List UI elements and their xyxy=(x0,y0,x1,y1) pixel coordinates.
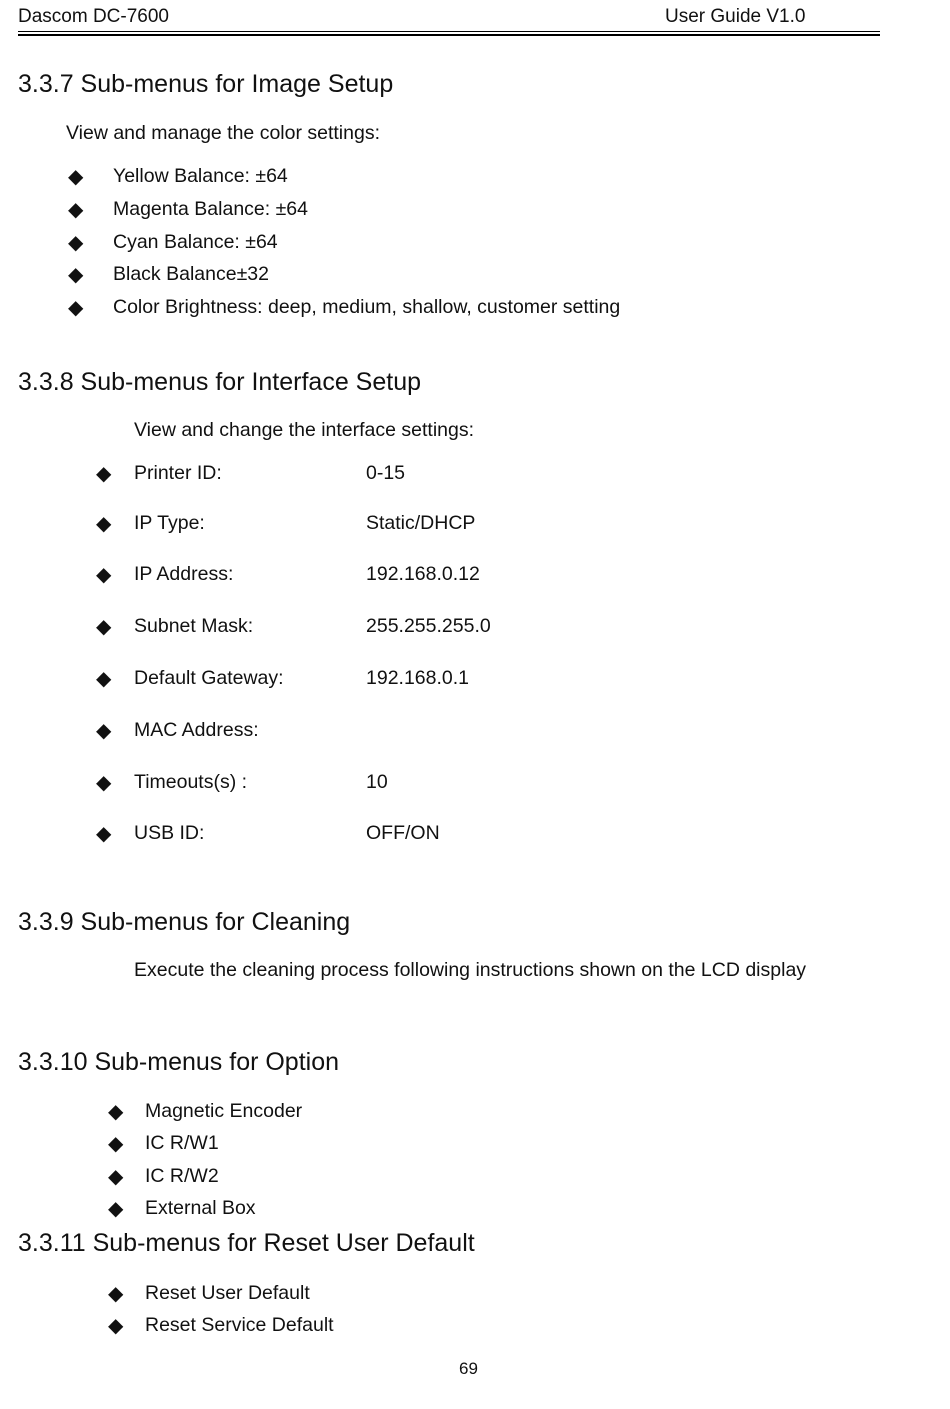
interface-row-label: USB ID: xyxy=(134,822,205,844)
bullet-icon: ◆ xyxy=(96,823,112,845)
reset-item: Reset User Default xyxy=(145,1282,310,1304)
image-setup-item: Black Balance±32 xyxy=(113,263,269,285)
bullet-icon: ◆ xyxy=(96,616,112,638)
interface-row-value: 0-15 xyxy=(366,462,406,484)
interface-setup-intro: View and change the interface settings: xyxy=(134,419,475,441)
bullet-icon: ◆ xyxy=(68,232,84,254)
header-rule-thin xyxy=(18,31,880,32)
interface-row-label: Default Gateway: xyxy=(134,667,284,689)
interface-row-label: IP Address: xyxy=(134,563,234,585)
bullet-icon: ◆ xyxy=(108,1101,124,1123)
option-item: IC R/W2 xyxy=(145,1165,219,1187)
option-item: External Box xyxy=(145,1197,256,1219)
interface-row-value: 10 xyxy=(366,771,388,793)
bullet-icon: ◆ xyxy=(108,1166,124,1188)
bullet-icon: ◆ xyxy=(68,297,84,319)
bullet-icon: ◆ xyxy=(108,1133,124,1155)
bullet-icon: ◆ xyxy=(96,720,112,742)
bullet-icon: ◆ xyxy=(96,564,112,586)
bullet-icon: ◆ xyxy=(68,166,84,188)
bullet-icon: ◆ xyxy=(96,668,112,690)
interface-row-value: 255.255.255.0 xyxy=(366,615,491,637)
image-setup-item: Cyan Balance: ±64 xyxy=(113,231,278,253)
image-setup-item: Magenta Balance: ±64 xyxy=(113,198,308,220)
interface-row-label: Printer ID: xyxy=(134,462,222,484)
interface-row-label: Subnet Mask: xyxy=(134,615,254,637)
bullet-icon: ◆ xyxy=(96,513,112,535)
interface-row-value: 192.168.0.1 xyxy=(366,667,470,689)
interface-row-value: OFF/ON xyxy=(366,822,440,844)
image-setup-item: Color Brightness: deep, medium, shallow, customer setting xyxy=(113,296,621,318)
option-item: IC R/W1 xyxy=(145,1132,219,1154)
header-left: Dascom DC-7600 xyxy=(18,6,169,27)
interface-row-value: Static/DHCP xyxy=(366,512,476,534)
header-right: User Guide V1.0 xyxy=(665,6,806,27)
interface-row-value: 192.168.0.12 xyxy=(366,563,480,585)
bullet-icon: ◆ xyxy=(68,264,84,286)
page-number: 69 xyxy=(459,1359,478,1378)
heading-interface-setup: 3.3.8 Sub-menus for Interface Setup xyxy=(18,368,422,396)
image-setup-intro: View and manage the color settings: xyxy=(66,122,380,144)
bullet-icon: ◆ xyxy=(108,1198,124,1220)
heading-reset: 3.3.11 Sub-menus for Reset User Default xyxy=(18,1229,475,1257)
bullet-icon: ◆ xyxy=(68,199,84,221)
header-rule-thick xyxy=(18,34,880,36)
reset-item: Reset Service Default xyxy=(145,1314,334,1336)
interface-row-label: Timeouts(s) : xyxy=(134,771,248,793)
bullet-icon: ◆ xyxy=(108,1315,124,1337)
cleaning-text: Execute the cleaning process following instructions shown on the LCD display xyxy=(134,959,807,981)
bullet-icon: ◆ xyxy=(96,772,112,794)
interface-row-label: IP Type: xyxy=(134,512,205,534)
bullet-icon: ◆ xyxy=(96,463,112,485)
heading-cleaning: 3.3.9 Sub-menus for Cleaning xyxy=(18,908,351,936)
heading-option: 3.3.10 Sub-menus for Option xyxy=(18,1048,340,1076)
heading-image-setup: 3.3.7 Sub-menus for Image Setup xyxy=(18,70,394,98)
bullet-icon: ◆ xyxy=(108,1283,124,1305)
interface-row-label: MAC Address: xyxy=(134,719,259,741)
image-setup-item: Yellow Balance: ±64 xyxy=(113,165,288,187)
option-item: Magnetic Encoder xyxy=(145,1100,303,1122)
